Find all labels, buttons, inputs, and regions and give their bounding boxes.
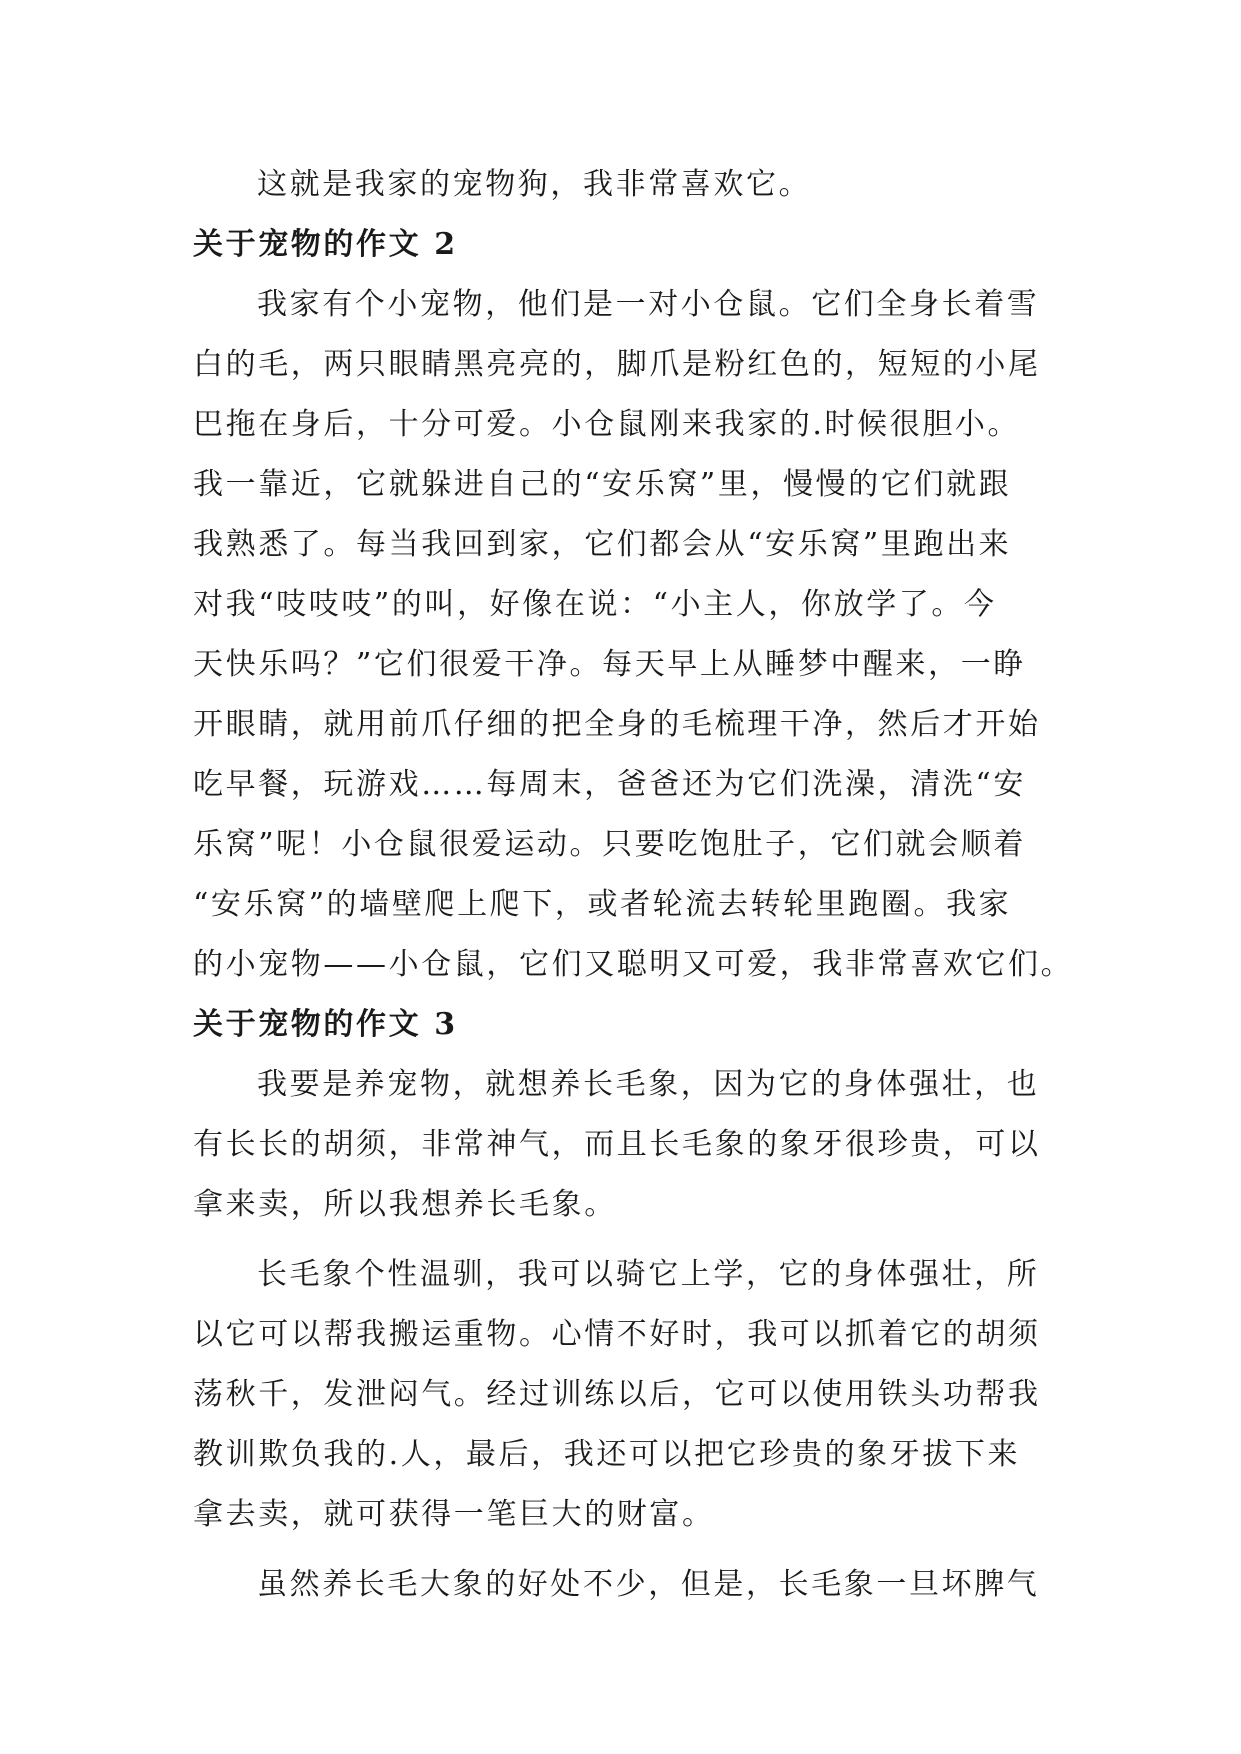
paragraph-line: 的小宠物——小仓鼠，它们又聪明又可爱，我非常喜欢它们。 <box>193 947 1074 982</box>
paragraph-line: 我一靠近，它就躲进自己的“安乐窝”里，慢慢的它们就跟 <box>193 467 1012 502</box>
paragraph-line: 开眼睛，就用前爪仔细的把全身的毛梳理干净，然后才开始 <box>193 707 1041 742</box>
section-heading: 关于宠物的作文 2 <box>193 227 458 262</box>
paragraph-line: 对我“吱吱吱”的叫，好像在说：“小主人，你放学了。今 <box>193 587 997 622</box>
paragraph-line: “安乐窝”的墙壁爬上爬下，或者轮流去转轮里跑圈。我家 <box>193 887 1012 922</box>
paragraph-line: 虽然养长毛大象的好处不少，但是，长毛象一旦坏脾气 <box>257 1567 1040 1602</box>
paragraph-line: 这就是我家的宠物狗，我非常喜欢它。 <box>257 167 812 202</box>
paragraph-line: 我家有个小宠物，他们是一对小仓鼠。它们全身长着雪 <box>257 287 1040 322</box>
document-body <box>193 155 1074 1615</box>
paragraph <box>193 1555 1053 1615</box>
paragraph-line: 拿去卖，就可获得一笔巨大的财富。 <box>193 1497 715 1532</box>
paragraph-line: 乐窝”呢！小仓鼠很爱运动。只要吃饱肚子，它们就会顺着 <box>193 827 1026 862</box>
paragraph-line: 我熟悉了。每当我回到家，它们都会从“安乐窝”里跑出来 <box>193 527 1012 562</box>
paragraph-line: 教训欺负我的.人，最后，我还可以把它珍贵的象牙拔下来 <box>193 1437 1021 1472</box>
paragraph-line: 以它可以帮我搬运重物。心情不好时，我可以抓着它的胡须 <box>193 1317 1041 1352</box>
paragraph <box>193 1055 1053 1235</box>
paragraph-line: 荡秋千，发泄闷气。经过训练以后，它可以使用铁头功帮我 <box>193 1377 1041 1412</box>
paragraph <box>193 155 1053 215</box>
paragraph-line: 我要是养宠物，就想养长毛象，因为它的身体强壮，也 <box>257 1067 1040 1102</box>
section-heading: 关于宠物的作文 3 <box>193 1007 458 1042</box>
paragraph-spacer <box>193 1545 1053 1555</box>
paragraph-line: 巴拖在身后，十分可爱。小仓鼠刚来我家的.时候很胆小。 <box>193 407 1021 442</box>
paragraph-line: 吃早餐，玩游戏……每周末，爸爸还为它们洗澡，清洗“安 <box>193 767 1026 802</box>
paragraph-line: 长毛象个性温驯，我可以骑它上学，它的身体强壮，所 <box>257 1257 1040 1292</box>
paragraph-line: 有长长的胡须，非常神气，而且长毛象的象牙很珍贵，可以 <box>193 1127 1041 1162</box>
paragraph <box>193 1245 1053 1545</box>
paragraph-line: 天快乐吗？”它们很爱干净。每天早上从睡梦中醒来，一睁 <box>193 647 1026 682</box>
paragraph-line: 白的毛，两只眼睛黑亮亮的，脚爪是粉红色的，短短的小尾 <box>193 347 1041 382</box>
paragraph-spacer <box>193 1235 1053 1245</box>
paragraph-line: 拿来卖，所以我想养长毛象。 <box>193 1187 617 1222</box>
paragraph <box>193 275 1074 995</box>
